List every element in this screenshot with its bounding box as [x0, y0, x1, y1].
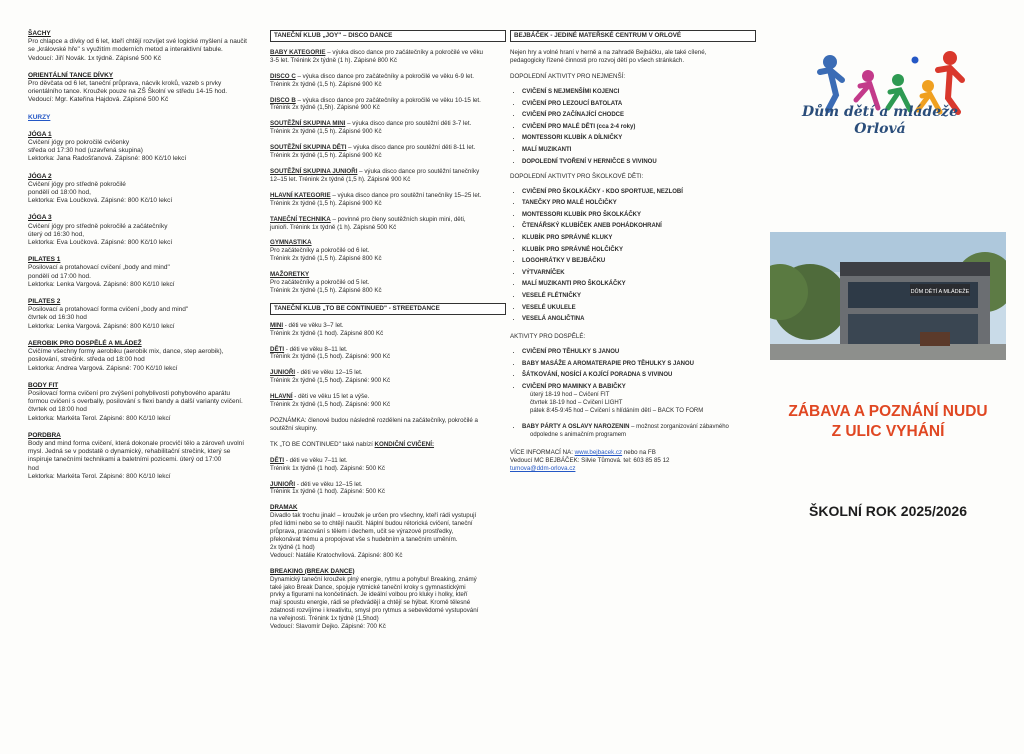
text-line: Posilovací a protahovací forma cvičení „body and mind": [28, 306, 189, 314]
club-item: [270, 239, 506, 263]
building-photo: [770, 232, 1006, 360]
text-line: soutěžní skupiny.: [270, 424, 318, 432]
contact-block: [510, 449, 756, 473]
text-line: Pro začátečníky a pokročilé od 6 let.: [270, 247, 370, 255]
section-joga-2: [28, 173, 266, 206]
club-item: [270, 216, 506, 232]
list-item-label: LOGOHRÁTKY V BEJBÁČKU: [522, 258, 606, 265]
club-item: [270, 457, 506, 473]
section-breaking: [270, 568, 506, 631]
list-item-label: MONTESSORI KLUBÍK PRO ŠKOLKÁČKY: [522, 211, 642, 218]
text-line: Vedoucí: Mgr. Kateřina Hajdová. Zápisné 500 Kč: [28, 96, 169, 104]
text-line: Lektorka: Eva Loučková. Zápisné: 800 Kč/10 lekcí: [28, 239, 173, 247]
text-line: Nejen hry a volné hraní v herně a na zahradě Bejbáčku, ale také cílené,: [510, 49, 707, 56]
list-item: [522, 100, 756, 108]
text-line: Trénink 2x týdně (1,5 hod). Zápisné: 900 Kč: [270, 377, 391, 385]
schedule-line: čtvrtek 18-19 hod – Cvičení LIGHT: [530, 399, 623, 406]
club-item: [270, 144, 506, 160]
list-item: [522, 246, 756, 254]
text-line: mají spoustu energie, rádi se předvádějí a chtějí se hýbat. Kromě tělesné: [270, 599, 471, 607]
list-item: [522, 88, 756, 96]
text-line: Posilovací forma cvičení pro zvýšení pohyblivosti pohybového aparátu: [28, 389, 230, 397]
list-item-label: BABY MASÁŽE A AROMATERAPIE PRO TĚHULKY S JANOU: [522, 360, 695, 367]
text-line: Trénink 1x týdně (1 hod). Zápisné: 500 Kč: [270, 464, 385, 472]
item-title: BABY KATEGORIE: [270, 48, 326, 56]
list-item: [522, 234, 756, 242]
list-item-label: KLUBÍK PRO SPRÁVNÉ KLUKY: [522, 234, 613, 241]
club-item: [270, 120, 506, 136]
section-dramak: [270, 504, 506, 559]
text-line: Trénink 2x týdně (1,5 hod). Zápisné: 900 Kč: [270, 401, 391, 409]
text-line: 3-5 let. Trénink 2x týdně (1 h). Zápisné 800 Kč: [270, 56, 397, 64]
section-sachy: [28, 30, 266, 63]
section-title: AEROBIK PRO DOSPĚLÉ A MLÁDEŽ: [28, 339, 142, 347]
text-line: Trénink 2x týdně (1,5 h). Zápisné 800 Kč: [270, 255, 382, 263]
item-title: MAŽORETKY: [270, 271, 310, 279]
text-line: Lektorka: Markéta Terol. Zápisné: 800 Kč/10 lekcí: [28, 472, 171, 480]
item-title: DISCO C: [270, 72, 296, 80]
text-line: nebo na FB: [622, 448, 656, 456]
text-line: Trénink 2x týdně (1,5 h). Zápisné 800 Kč: [270, 286, 382, 294]
club-item: [270, 481, 506, 497]
text-line: prvky a figurami na končetinách. Je ideální volbou pro kluky i holky, kteří: [270, 591, 468, 599]
club-item: [270, 346, 506, 362]
text-line: inspiruje tanečními technikami a baletními pozicemi. úterý od 17:00: [28, 456, 222, 464]
item-title: TANEČNÍ TECHNIKA: [270, 215, 331, 223]
item-inline-text: – výuka disco dance pro soutěžní děti 8-11 let.: [346, 144, 476, 152]
section-title: PORDBRA: [28, 431, 61, 439]
list-item-label: CVIČENÍ S NEJMENŠÍMI KOJENCI: [522, 89, 620, 95]
item-inline-text: - děti ve věku 15 let a výše.: [292, 393, 370, 401]
text-line: Lektorka: Andrea Vargová. Zápisné: 700 Kč/10 lekcí: [28, 364, 178, 372]
section-title: PILATES 1: [28, 256, 61, 264]
text-line: junioři. Trénink 1x týdně (1 h). Zápisné 500 Kč: [270, 223, 397, 231]
club-item: [270, 271, 506, 295]
club-item: [270, 73, 506, 89]
text-line: Vedoucí: Jiří Novák. 1x týdně. Zápisné 500 Kč: [28, 54, 161, 62]
item-title: HLAVNÍ KATEGORIE: [270, 191, 331, 199]
list-item-label: CVIČENÍ PRO ZAČÍNAJÍCÍ CHODCE: [522, 112, 625, 119]
list-item-label: CVIČENÍ PRO MALÉ DĚTI (cca 2-4 roky): [522, 123, 636, 130]
list-item: [522, 280, 756, 288]
list-item: [522, 188, 756, 196]
text-line: Pro začátečníky a pokročilé od 5 let.: [270, 279, 370, 287]
joy-club-list: [270, 49, 506, 295]
text-line: pedagogicky řízené činnosti pro rozvoj dětí po všech stránkách.: [510, 57, 685, 64]
caption-dospele: AKTIVITY PRO DOSPĚLÉ:: [510, 333, 586, 341]
item-title: MINI: [270, 321, 284, 329]
list-item: [522, 304, 756, 312]
text-line: průprava, pracování s tělem i dechem, učit se výrazové prostředky,: [270, 528, 454, 536]
item-title: SOUTĚŽNÍ SKUPINA DĚTI: [270, 144, 347, 152]
list-item: [522, 360, 756, 368]
text-line: Cvičení jógy pro pokročilé cvičenky: [28, 139, 130, 147]
tbc-club-list: [270, 322, 506, 409]
item-inline-text: - děti ve věku 8–11 let.: [284, 345, 348, 353]
text-line: Dynamický taneční kroužek plný energie, rytmu a pohybu! Breaking, známý: [270, 575, 477, 583]
text-line: orientálního tance. Kroužek pouze na ZŠ Školní ve středu 14-15 hod.: [28, 88, 228, 96]
text-line: Lektorka: Jana Radošťanová. Zápisné: 800 Kč/10 lekcí: [28, 155, 187, 163]
text-line: TK „TO BE CONTINUED" také nabízí: [270, 440, 375, 448]
item-title: SOUTĚŽNÍ SKUPINA JUNIOŘI: [270, 167, 358, 175]
section-joga-1: [28, 131, 266, 164]
section-title: PILATES 2: [28, 298, 61, 306]
text-line: před lidmi nebo se to chtějí naučit. Náplní budou rétorická cvičení, taneční: [270, 520, 473, 528]
list-item-label: CVIČENÍ PRO LEZOUCÍ BATOLATA: [522, 100, 623, 107]
logo-line-2: Orlová: [854, 121, 906, 137]
text-line: hod: [28, 464, 39, 472]
club-item: [270, 192, 506, 208]
list-item: [522, 269, 756, 277]
section-pilates-1: [28, 256, 266, 289]
list-item: [522, 123, 756, 131]
text-line: Pro děvčata od 6 let, taneční průprava, nácvik kroků, vazeb s prvky: [28, 80, 222, 88]
item-inline-text: – výuka disco dance pro soutěžní tanečníky 15–25 let.: [330, 191, 482, 199]
kondicni-cviceni-intro: [270, 441, 506, 449]
logo-line-1: Dům dětí a mládeže: [801, 104, 959, 120]
web-link[interactable]: www.bejbacek.cz: [574, 448, 623, 456]
section-title: JÓGA 3: [28, 214, 52, 222]
text-line: Trénink 2x týdně (1 hod). Zápisné 800 Kč: [270, 329, 384, 337]
list-item-label: VÝTVARNÍČEK: [522, 269, 565, 276]
club-item: [270, 49, 506, 65]
text-line: Body and mind forma cvičení, která dokonale procvičí tělo a zároveň uvolní: [28, 439, 245, 447]
contact-line: Vedoucí MC BEJBÁČEK: Silvie Tůmová. tel: 603 85 85 12: [510, 456, 670, 464]
list-item: [522, 199, 756, 207]
text-line: posilování, strečink. středa od 18:00 hod: [28, 356, 145, 364]
section-title: ORIENTÁLNÍ TANCE DÍVKY: [28, 71, 114, 79]
text-line: POZNÁMKA: členové budou následně rozděleni na začátečníky, pokročilé a: [270, 417, 478, 424]
text-line: Trénink 2x týdně (1,5 hod). Zápisné: 900 Kč: [270, 353, 391, 361]
column-bejbacek: [510, 30, 756, 754]
kondicni-title: KONDIČNÍ CVIČENÍ:: [374, 440, 435, 448]
item-inline-text: - děti ve věku 7–11 let.: [284, 456, 348, 464]
item-title: DISCO B: [270, 96, 296, 104]
schedule-line: pátek 8:45-9:45 hod – Cvičení s hlídáním dětí – BACK TO FORM: [530, 407, 704, 414]
list-item: [522, 348, 756, 356]
list-item: [522, 371, 756, 379]
list-item-label: DOPOLEDNÍ TVOŘENÍ V HERNIČCE S VIVINOU: [522, 158, 657, 165]
list-item: [522, 292, 756, 300]
list-item: [522, 211, 756, 219]
item-inline-text: - děti ve věku 12–15 let.: [295, 369, 363, 377]
item-inline-text: – výuka disco dance pro začátečníky a pokročilé ve věku 6-9 let.: [295, 72, 474, 80]
section-pilates-2: [28, 298, 266, 331]
caption-skolkove: DOPOLEDNÍ AKTIVITY PRO ŠKOLKOVÉ DĚTI:: [510, 172, 644, 180]
list-item-label: ŠÁTKOVÁNÍ, NOSÍCÍ A KOJÍCÍ PORADNA S VIVINOU: [522, 372, 673, 379]
text-line: Posilovací a protahovací cvičení „body and mind": [28, 264, 170, 272]
text-line: 2x týdně (1 hod): [270, 543, 315, 551]
column-cover: [760, 0, 1010, 724]
item-inline-text: – výuka disco dance pro začátečníky a pokročilé ve věku 10-15 let.: [295, 96, 481, 104]
text-line: Trénink 2x týdně (1,5 h). Zápisné 900 Kč: [270, 152, 382, 160]
section-title: DRAMAK: [270, 504, 298, 512]
joy-club-heading: TANEČNÍ KLUB „JOY" – DISCO DANCE: [270, 30, 506, 42]
list-item-label: VESELÉ UKULELE: [522, 304, 576, 311]
column-tanecni-kluby: [270, 30, 506, 754]
text-line: Trénink 1x týdně (1 hod). Zápisné: 500 Kč: [270, 488, 385, 496]
list-item: [522, 383, 756, 415]
text-line: Pro chlapce a dívky od 6 let, kteří chtějí rozvíjet své logické myšlení a naučit: [28, 38, 247, 46]
list-item: [522, 315, 756, 323]
text-line: čtvrtek od 18:00 hod: [28, 406, 87, 414]
text-line: VÍCE INFORMACÍ NA:: [510, 448, 575, 456]
club-item: [270, 322, 506, 338]
list-party: [510, 423, 756, 439]
text-line: Lektorka: Eva Loučková. Zápisné: 800 Kč/10 lekcí: [28, 197, 173, 205]
club-item: [270, 168, 506, 184]
text-line: úterý od 16:30 hod,: [28, 230, 85, 238]
text-line: 12–15 let. Trénink 2x týdně (1,5 h). Zápisné 900 Kč: [270, 175, 411, 183]
text-line: Divadlo tak trochu jinak! – kroužek je určen pro všechny, kteří rádi vystupují: [270, 512, 477, 520]
list-item: [522, 111, 756, 119]
slogan: [770, 402, 1006, 442]
list-item-label: KLUBÍK PRO SPRÁVNÉ HOLČIČKY: [522, 246, 624, 253]
email-link[interactable]: tumova@ddm-orlova.cz: [510, 464, 576, 472]
list-skolkove: [510, 188, 756, 324]
bejbacek-heading: BEJBÁČEK - JEDINÉ MATEŘSKÉ CENTRUM V ORLOVÉ: [510, 30, 756, 42]
item-inline-text: – výuka disco dance pro začátečníky a pokročilé ve věku: [325, 48, 483, 56]
item-inline-text: - děti ve věku 12–15 let.: [295, 480, 363, 488]
text-line: Trénink 2x týdně (1,5 h). Zápisné 900 Kč: [270, 128, 382, 136]
club-item: [270, 369, 506, 385]
text-line: Trénink 2x týdně (1,5 h). Zápisné 900 Kč: [270, 80, 382, 88]
section-body-fit: [28, 382, 266, 423]
item-title: JUNIOŘI: [270, 480, 296, 488]
text-line: Vedoucí: Slavomír Dejko. Zápisné: 700 Kč: [270, 623, 386, 631]
list-item-label: VESELÁ ANGLIČTINA: [522, 316, 585, 323]
club-item: [270, 393, 506, 409]
section-title: JÓGA 1: [28, 130, 52, 138]
list-item: [522, 134, 756, 142]
text-line: Cvičení jógy pro středně pokročilé: [28, 180, 126, 188]
section-title: ŠACHY: [28, 30, 51, 37]
item-title: HLAVNÍ: [270, 393, 293, 401]
item-title: DĚTI: [270, 456, 285, 464]
note: [270, 417, 506, 433]
list-item: [522, 257, 756, 265]
text-line: mysl. Jedná se v podstatě o dynamický, rehabilitační strečink, který se: [28, 448, 231, 456]
school-year: ŠKOLNÍ ROK 2025/2026: [809, 503, 967, 519]
text-line: Cvičení jógy pro středně pokročilé a začátečníky: [28, 222, 168, 230]
list-item-label: CVIČENÍ PRO ŠKOLKÁČKY - KDO SPORTUJE, NEZLOBÍ: [522, 188, 683, 195]
text-line: pondělí od 18:00 hod,: [28, 189, 91, 197]
text-line: Trénink 2x týdně (1,5h). Zápisné 900 Kč: [270, 104, 380, 112]
list-item: [522, 222, 756, 230]
kurzy-heading: KURZY: [28, 113, 51, 121]
list-item-label: CVIČENÍ PRO MAMINKY A BABIČKY: [522, 383, 626, 390]
text-line: také jako Break Dance, spojuje rytmické taneční kroky s gymnastickými: [270, 583, 466, 591]
info-line: [510, 449, 756, 457]
list-item-label: MONTESSORI KLUBÍK A DÍLNIČKY: [522, 135, 623, 142]
list-dospele: [510, 348, 756, 415]
text-line: středa od 17:30 hod (uzavřená skupina): [28, 147, 143, 155]
text-line: Lektorka: Lenka Vargová. Zápisné: 800 Kč/10 lekcí: [28, 322, 175, 330]
section-title: BODY FIT: [28, 381, 59, 389]
party-title: BABY PÁRTY A OSLAVY NAROZENIN: [522, 423, 630, 430]
item-title: SOUTĚŽNÍ SKUPINA MINI: [270, 120, 346, 128]
text-line: Cvičíme všechny formy aerobiku (aerobik mix, dance, step aerobik),: [28, 348, 224, 356]
building-sign: DŮM DĚTÍ A MLÁDEŽE: [910, 289, 970, 295]
bejbacek-intro: [510, 49, 756, 65]
slogan-line-2: Z ULIC VYHÁNÍ: [831, 423, 945, 440]
list-item: [522, 158, 756, 166]
item-inline-text: – výuka disco dance pro soutěžní tanečníky: [357, 167, 480, 175]
item-inline-text: - děti ve věku 3–7 let.: [283, 321, 344, 329]
list-item-label: VESELÉ FLÉTNIČKY: [522, 292, 582, 299]
list-nejmensi: [510, 88, 756, 166]
item-inline-text: – výuka disco dance pro soutěžní děti 3-7 let.: [345, 120, 472, 128]
tbc-club-heading: TANEČNÍ KLUB „TO BE CONTINUED" - STREETDANCE: [270, 303, 506, 315]
list-item-label: TANEČKY PRO MALÉ HOLČIČKY: [522, 200, 617, 207]
text-line: Trénink 2x týdně (1,5 h). Zápisné 900 Kč: [270, 199, 382, 207]
section-title: JÓGA 2: [28, 172, 52, 180]
text-line: Lektorka: Lenka Vargová. Zápisné: 800 Kč/10 lekcí: [28, 280, 175, 288]
list-item: [522, 423, 756, 439]
column-kurzy: [28, 30, 266, 754]
item-title: DĚTI: [270, 345, 285, 353]
text-line: odpoledne s animačním programem: [530, 431, 627, 438]
text-line: – možnost zorganizování zábavného: [629, 423, 729, 430]
list-item-label: MALÍ MUZIKANTI: [522, 146, 572, 153]
text-line: Vedoucí: Natálie Kratochvílová. Zápisné: 800 Kč: [270, 551, 403, 559]
list-item-label: ČTENÁŘSKÝ KLUBÍČEK ANEB POHÁDKOHRANÍ: [522, 223, 662, 230]
item-title: JUNIOŘI: [270, 369, 296, 377]
text-line: čtvrtek od 16:30 hod: [28, 314, 87, 322]
building-illustration: [770, 232, 1006, 360]
item-inline-text: – povinné pro členy soutěžních skupin mini, děti,: [330, 215, 466, 223]
schedule-line: úterý 18-19 hod – Cvičení FIT: [530, 391, 610, 398]
section-title: BREAKING (BREAK DANCE): [270, 567, 355, 575]
item-title: GYMNASTIKA: [270, 239, 312, 247]
section-orientalni-tance: [28, 72, 266, 105]
list-item-label: MALÍ MUZIKANTI PRO ŠKOLKÁČKY: [522, 281, 626, 288]
text-line: pondělí od 17:00 hod.: [28, 272, 91, 280]
caption-nejmensi: DOPOLEDNÍ AKTIVITY PRO NEJMENŠÍ:: [510, 73, 626, 80]
logo-title: [790, 104, 970, 138]
section-aerobik: [28, 340, 266, 373]
text-line: zdatnosti rozvíjíme i kreativitu, smysl pro rytmus a sebevědomé vystupování: [270, 607, 479, 615]
slogan-line-1: ZÁBAVA A POZNÁNÍ NUDU: [788, 403, 988, 420]
section-porodbra: [28, 432, 266, 481]
text-line: překonávat trému a propojovat vše s hudebním a tanečním uměním.: [270, 535, 458, 543]
club-item: [270, 97, 506, 113]
text-line: se „královské hře" s využitím moderních metod a interaktivní tabule.: [28, 46, 223, 54]
list-item: [522, 146, 756, 154]
kondicni-list: [270, 457, 506, 497]
list-item-label: CVIČENÍ PRO TĚHULKY S JANOU: [522, 349, 620, 356]
text-line: na veřejnosti. Trénink 1x týdně (1,5hod): [270, 615, 379, 623]
text-line: formou cvičení s overbally, posilování s flexi bandy a další varianty cvičení.: [28, 398, 243, 406]
text-line: Lektorka: Markéta Terol. Zápisné: 800 Kč/10 lekcí: [28, 414, 171, 422]
section-joga-3: [28, 214, 266, 247]
